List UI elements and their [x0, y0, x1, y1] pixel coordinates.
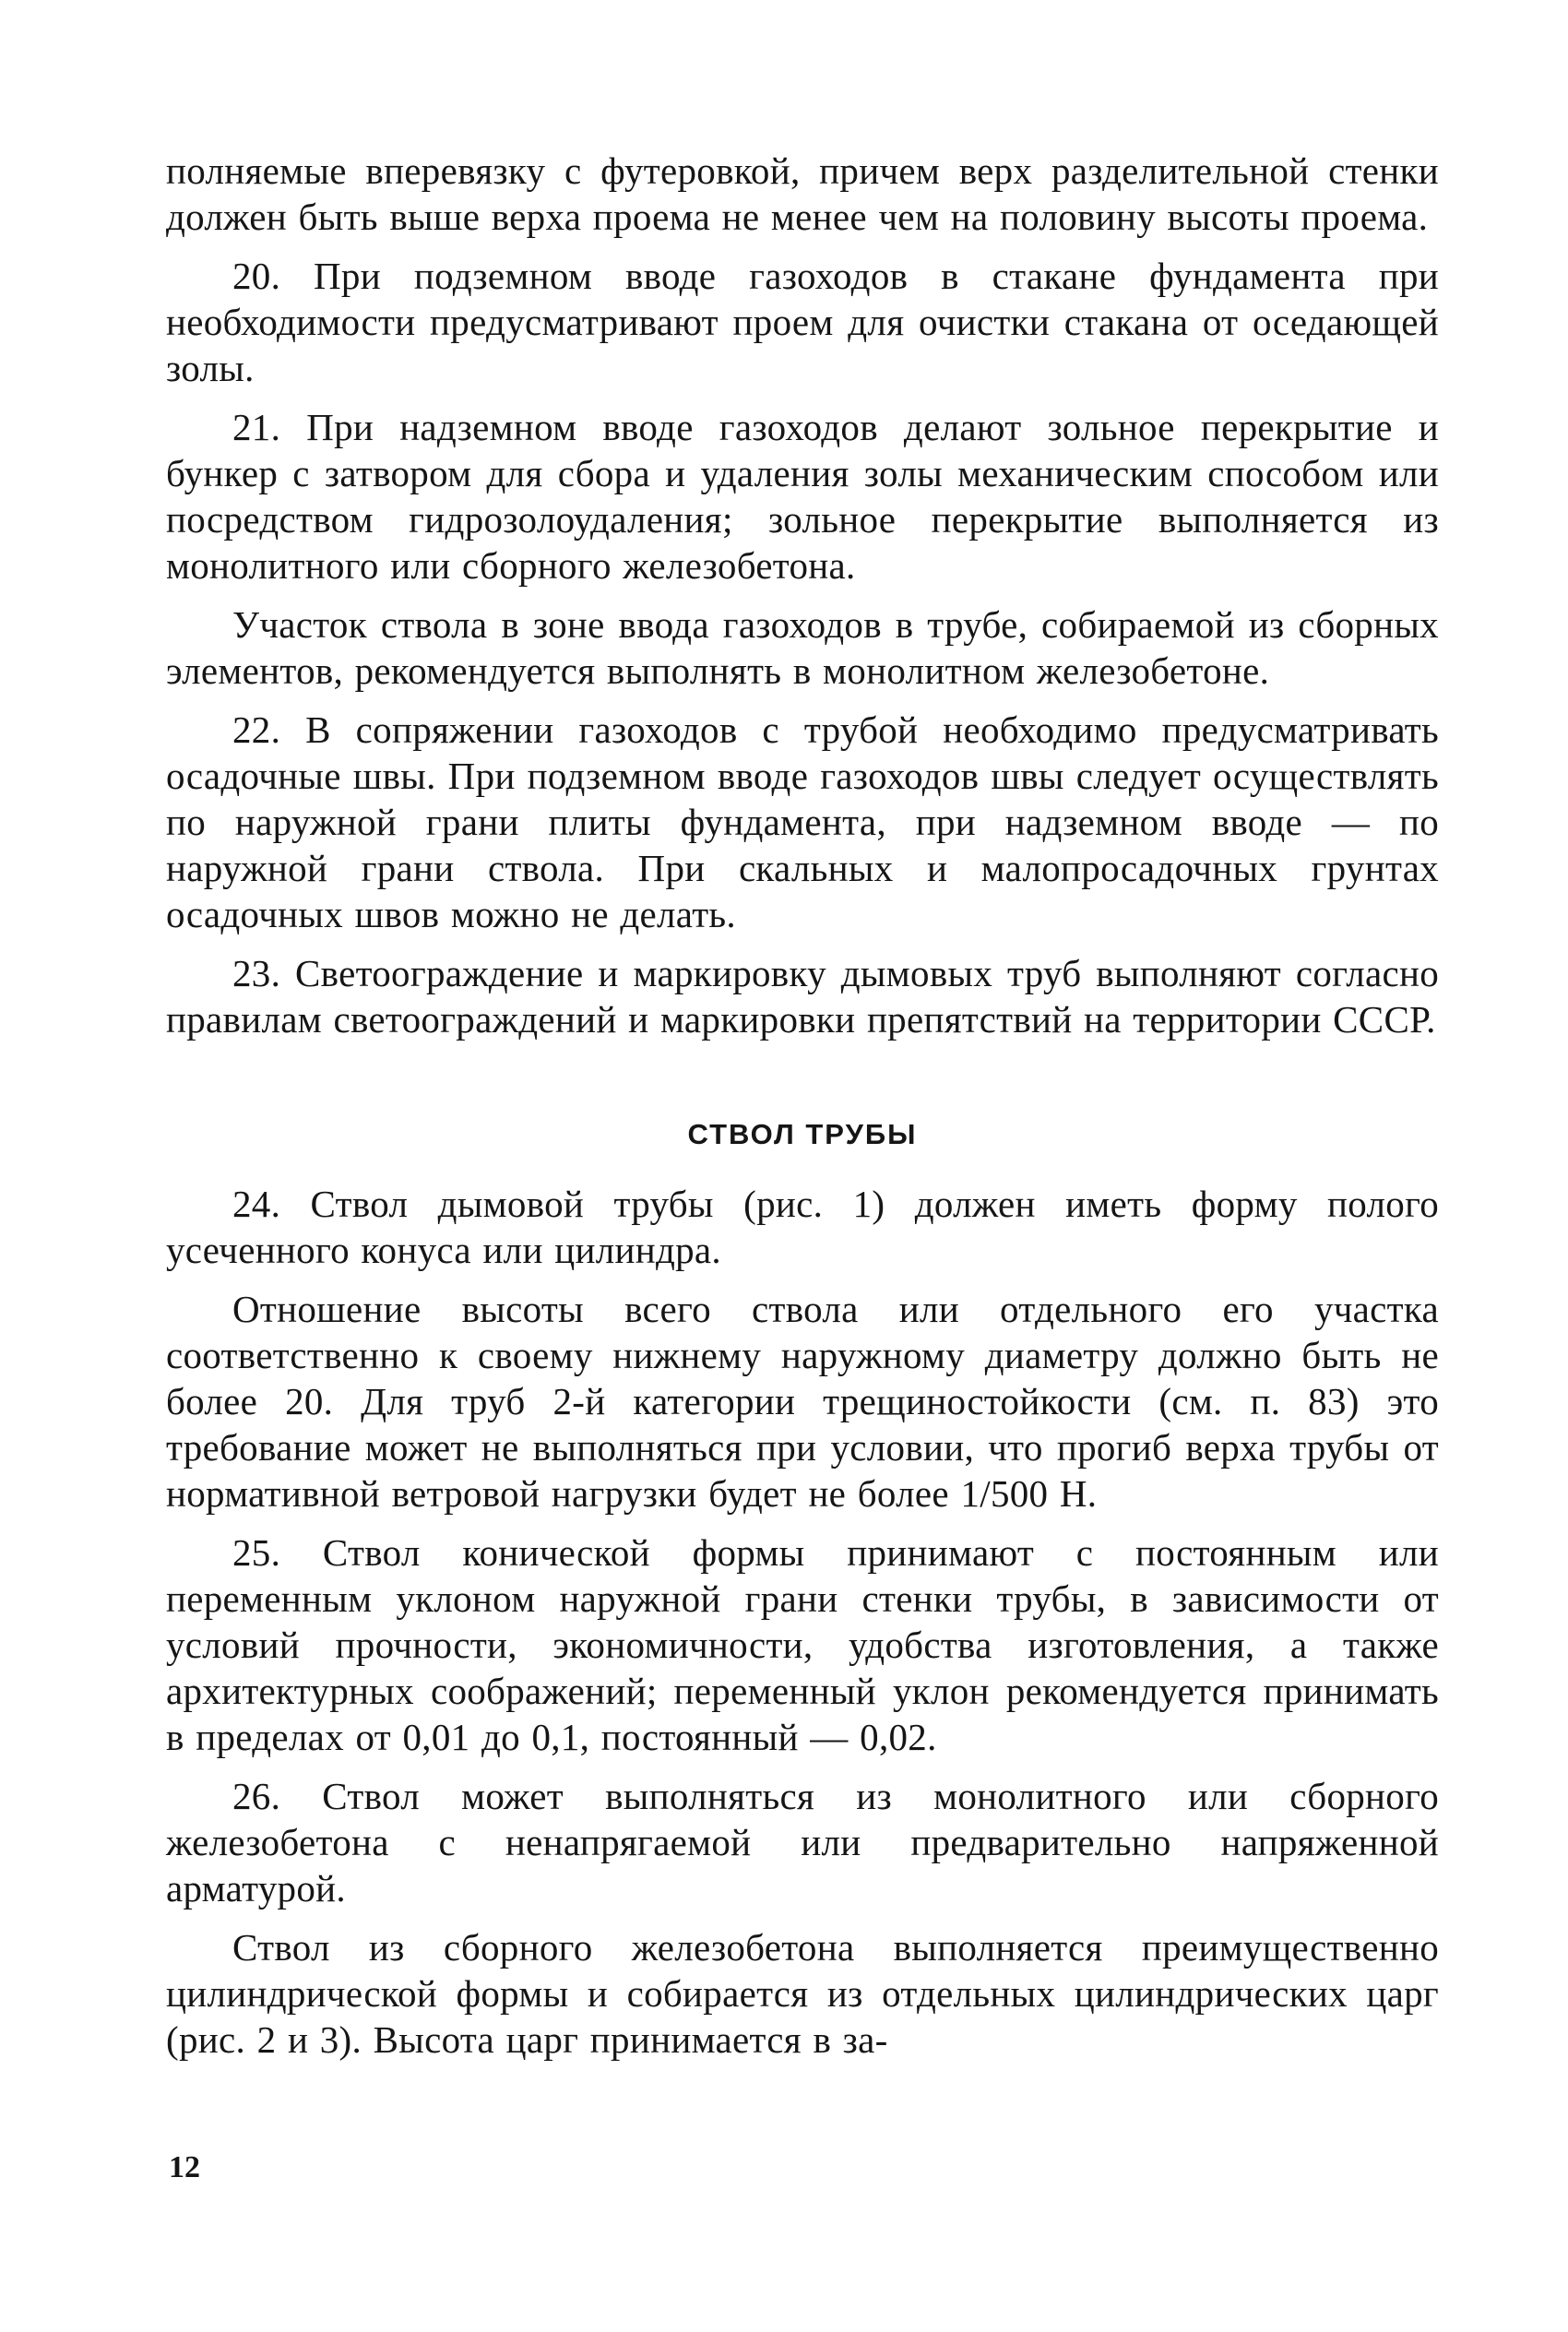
paragraph-item-26: 26. Ствол может выполняться из монолитного или сборного железобетона с ненапрягаемой или предварительно напряженной арматурой.: [166, 1775, 1439, 1910]
section-heading: СТВОЛ ТРУБЫ: [687, 1118, 918, 1150]
paragraph-item-21: 21. При надземном вводе газоходов делают зольное перекрытие и бункер с затвором для сбора и удаления золы механическим способом или посредством гидрозолоудаления; зольное перекрытие выполняется из монолитного или сборного железобетона.: [166, 406, 1439, 587]
paragraph-item-26-note: Ствол из сборного железобетона выполняется преимущественно цилиндрической формы и собирается из отдельных цилиндрических царг (рис. 2 и 3). Высота царг принимается в за-: [166, 1926, 1439, 2061]
paragraph-item-24-note: Отношение высоты всего ствола или отдельного его участка соответственно к своему нижнему наружному диаметру должно быть не более 20. Для труб 2-й категории трещиностойкости (см. п. 83) это требование может не выполняться при условии, что прогиб верха трубы от нормативной ветровой нагрузки будет не более 1/500 H.: [166, 1288, 1439, 1515]
paragraph-continuation: полняемые вперевязку с футеровкой, причем верх разделительной стенки должен быть выше верха проема не менее чем на половину высоты проема.: [166, 149, 1439, 238]
paragraph-item-25: 25. Ствол конической формы принимают с постоянным или переменным уклоном наружной грани стенки трубы, в зависимости от условий прочности, экономичности, удобства изготовления, а также архитектурных соображений; переменный уклон рекомендуется принимать в пределах от 0,01 до 0,1, постоянный — 0,02.: [166, 1531, 1439, 1758]
body-text: [166, 148, 1439, 2063]
paragraph-item-24: 24. Ствол дымовой трубы (рис. 1) должен иметь форму полого усеченного конуса или цилиндра.: [166, 1183, 1439, 1271]
paragraph-item-20: 20. При подземном вводе газоходов в стакане фундамента при необходимости предусматривают проем для очистки стакана от оседающей золы.: [166, 255, 1439, 389]
paragraph-item-21-note: Участок ствола в зоне ввода газоходов в трубе, собираемой из сборных элементов, рекомендуется выполнять в монолитном железобетоне.: [166, 603, 1439, 692]
paragraph-item-23: 23. Светоограждение и маркировку дымовых труб выполняют согласно правилам светоограждений и маркировки препятствий на территории СССР.: [166, 952, 1439, 1041]
paragraph-item-22: 22. В сопряжении газоходов с трубой необходимо предусматривать осадочные швы. При подземном вводе газоходов швы следует осуществлять по наружной грани плиты фундамента, при надземном вводе — по наружной грани ствола. При скальных и малопросадочных грунтах осадочных швов можно не делать.: [166, 708, 1439, 935]
page-number: 12: [169, 2150, 200, 2184]
